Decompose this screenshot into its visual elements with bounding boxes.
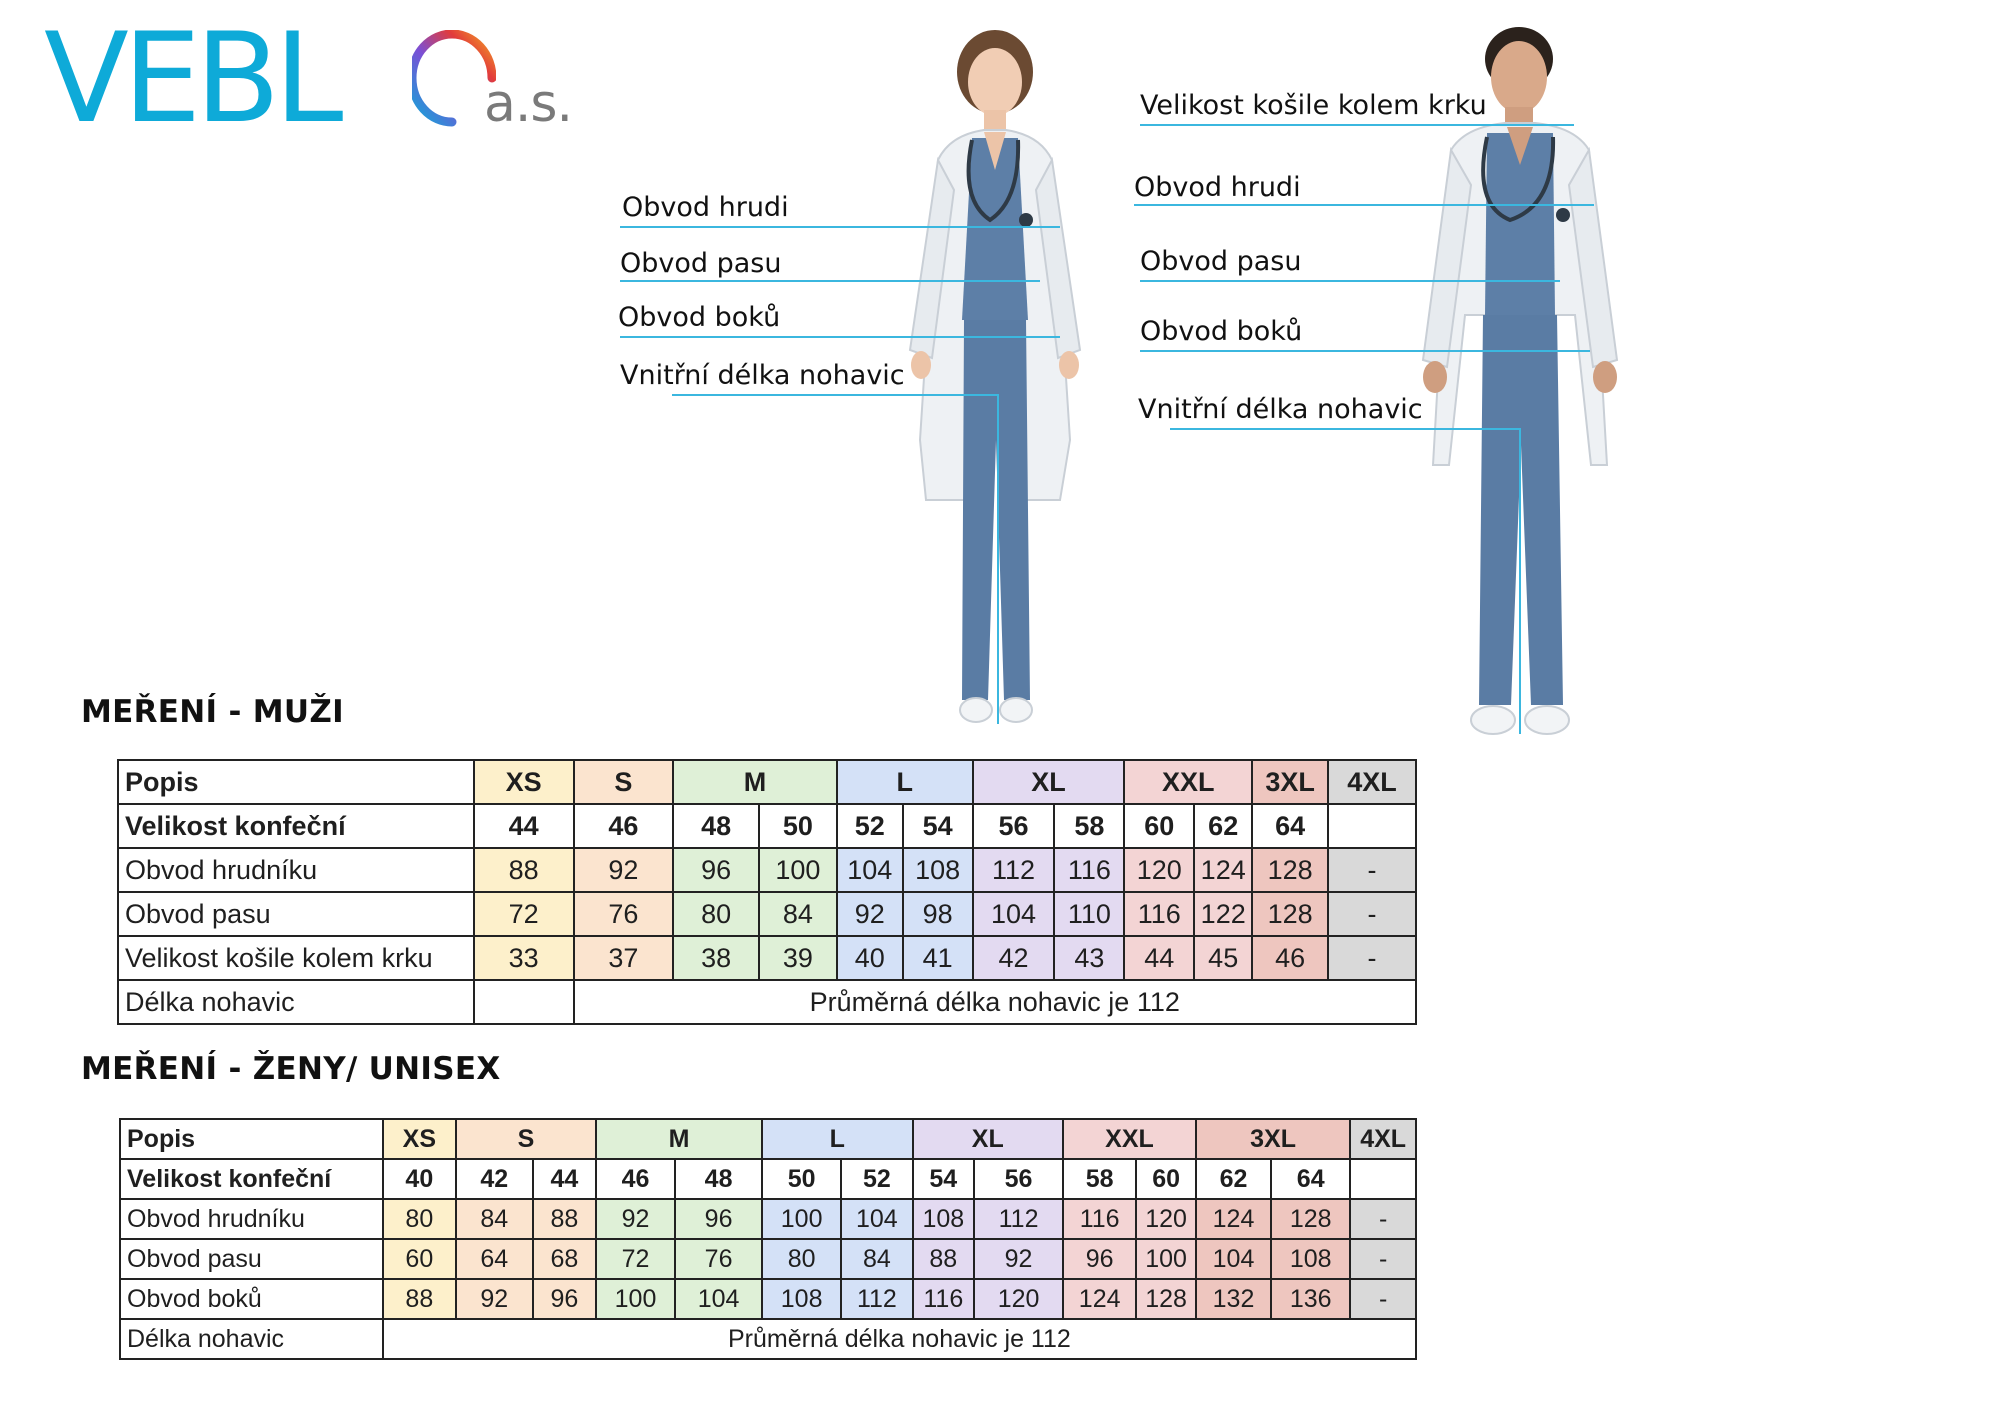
- logo-suffix: a.s.: [484, 74, 573, 134]
- table-cell: 104: [841, 1199, 912, 1239]
- table-cell: 43: [1054, 936, 1124, 980]
- man-callout-waist: Obvod pasu: [1140, 246, 1302, 277]
- table-cell: -: [1328, 892, 1416, 936]
- table-cell: 64: [456, 1239, 533, 1279]
- table-cell: 104: [837, 848, 903, 892]
- table-cell: 80: [383, 1199, 456, 1239]
- table-cell: 60: [383, 1239, 456, 1279]
- size-m: M: [673, 760, 837, 804]
- table-cell: 58: [1054, 804, 1124, 848]
- man-inseam-vertical-line: [1519, 428, 1521, 734]
- table-cell: 62: [1196, 1159, 1271, 1199]
- size-xs: XS: [474, 760, 574, 804]
- table-cell: 60: [1124, 804, 1194, 848]
- table-cell: 128: [1136, 1279, 1196, 1319]
- table-cell: 112: [841, 1279, 912, 1319]
- table-cell: 37: [574, 936, 674, 980]
- table-cell: 122: [1194, 892, 1252, 936]
- table-cell: 92: [574, 848, 674, 892]
- table-cell: 88: [533, 1199, 596, 1239]
- table-cell: 88: [383, 1279, 456, 1319]
- table-cell: 40: [837, 936, 903, 980]
- table-cell: 108: [762, 1279, 841, 1319]
- woman-callout-waist-line: [620, 280, 1040, 282]
- woman-callout-inseam: Vnitřní délka nohavic: [620, 360, 905, 391]
- table-cell: [1328, 804, 1416, 848]
- table-cell: 116: [1124, 892, 1194, 936]
- table-cell: 92: [596, 1199, 675, 1239]
- table-header-row: [118, 760, 1416, 804]
- table-cell: 124: [1063, 1279, 1136, 1319]
- table-cell: 120: [974, 1279, 1063, 1319]
- table-cell: -: [1328, 936, 1416, 980]
- size-l: L: [837, 760, 973, 804]
- table-row: [120, 1319, 1416, 1359]
- table-cell: 56: [974, 1159, 1063, 1199]
- table-cell: 124: [1194, 848, 1252, 892]
- table-cell: 104: [1196, 1239, 1271, 1279]
- table-cell: 50: [762, 1159, 841, 1199]
- table-cell: 98: [903, 892, 973, 936]
- table-cell: 44: [1124, 936, 1194, 980]
- table-cell: 92: [837, 892, 903, 936]
- logo-wordmark: VEBL: [44, 7, 338, 151]
- size-4xl: 4XL: [1328, 760, 1416, 804]
- row-label: Obvod hrudníku: [120, 1199, 383, 1239]
- row-label: Délka nohavic: [118, 980, 474, 1024]
- table-row: [118, 980, 1416, 1024]
- size-4xl: 4XL: [1350, 1119, 1416, 1159]
- table-cell: 44: [533, 1159, 596, 1199]
- table-cell: 128: [1271, 1199, 1350, 1239]
- man-callout-inseam: Vnitřní délka nohavic: [1138, 394, 1423, 425]
- table-cell: 128: [1252, 848, 1328, 892]
- table-cell: 40: [383, 1159, 456, 1199]
- header-label: Popis: [118, 760, 474, 804]
- table-cell: 116: [1063, 1199, 1136, 1239]
- woman-callout-hips-line: [620, 336, 1060, 338]
- size-xxl: XXL: [1063, 1119, 1196, 1159]
- man-callout-chest-line: [1134, 204, 1594, 206]
- woman-callout-chest: Obvod hrudi: [622, 192, 789, 223]
- length-note: Průměrná délka nohavic je 112: [574, 980, 1416, 1024]
- table-cell: 104: [973, 892, 1055, 936]
- table-cell: 46: [596, 1159, 675, 1199]
- table-cell: 46: [1252, 936, 1328, 980]
- table-cell: 33: [474, 936, 574, 980]
- man-callout-collar-line: [1140, 124, 1574, 126]
- table-cell: -: [1350, 1279, 1416, 1319]
- table-cell: -: [1328, 848, 1416, 892]
- table-cell: 45: [1194, 936, 1252, 980]
- table-row: [120, 1199, 1416, 1239]
- table-row: [120, 1159, 1416, 1199]
- row-label: Obvod boků: [120, 1279, 383, 1319]
- size-s: S: [456, 1119, 596, 1159]
- table-cell: 41: [903, 936, 973, 980]
- table-cell: 58: [1063, 1159, 1136, 1199]
- woman-doctor-figure: [880, 20, 1110, 740]
- table-cell: 96: [533, 1279, 596, 1319]
- table-cell: 120: [1136, 1199, 1196, 1239]
- table-cell: 68: [533, 1239, 596, 1279]
- table-cell: 62: [1194, 804, 1252, 848]
- man-callout-waist-line: [1140, 280, 1560, 282]
- row-label: Délka nohavic: [120, 1319, 383, 1359]
- table-row: [120, 1279, 1416, 1319]
- men-section-title: MEŘENÍ - MUŽI: [81, 694, 344, 730]
- table-cell: 44: [474, 804, 574, 848]
- table-row: [118, 804, 1416, 848]
- table-cell: 100: [762, 1199, 841, 1239]
- table-cell: 76: [675, 1239, 762, 1279]
- man-callout-chest: Obvod hrudi: [1134, 172, 1301, 203]
- table-cell: 50: [759, 804, 837, 848]
- table-row: [118, 892, 1416, 936]
- men-size-table: [117, 759, 1417, 1025]
- header-label: Popis: [120, 1119, 383, 1159]
- table-cell: 84: [759, 892, 837, 936]
- woman-callout-waist: Obvod pasu: [620, 248, 782, 279]
- table-cell: 92: [974, 1239, 1063, 1279]
- table-cell: 80: [673, 892, 759, 936]
- table-cell: 72: [596, 1239, 675, 1279]
- table-cell-empty: [474, 980, 574, 1024]
- table-cell: 96: [1063, 1239, 1136, 1279]
- table-cell: 52: [837, 804, 903, 848]
- size-xl: XL: [973, 760, 1125, 804]
- table-cell: 108: [1271, 1239, 1350, 1279]
- size-xl: XL: [913, 1119, 1063, 1159]
- table-cell: 112: [974, 1199, 1063, 1239]
- table-cell: 96: [673, 848, 759, 892]
- table-cell: 104: [675, 1279, 762, 1319]
- table-cell: 52: [841, 1159, 912, 1199]
- table-cell: 120: [1124, 848, 1194, 892]
- man-callout-hips: Obvod boků: [1140, 316, 1303, 347]
- table-cell: 116: [913, 1279, 975, 1319]
- size-l: L: [762, 1119, 912, 1159]
- table-cell: 132: [1196, 1279, 1271, 1319]
- table-cell: 108: [903, 848, 973, 892]
- row-label: Obvod hrudníku: [118, 848, 474, 892]
- table-cell: 48: [675, 1159, 762, 1199]
- man-callout-inseam-line: [1170, 428, 1520, 430]
- table-cell: 84: [841, 1239, 912, 1279]
- table-cell: 96: [675, 1199, 762, 1239]
- size-s: S: [574, 760, 674, 804]
- table-cell: 112: [973, 848, 1055, 892]
- man-callout-hips-line: [1140, 350, 1590, 352]
- table-cell: 76: [574, 892, 674, 936]
- table-cell: 64: [1252, 804, 1328, 848]
- woman-inseam-vertical-line: [997, 394, 999, 724]
- size-m: M: [596, 1119, 762, 1159]
- woman-callout-inseam-line: [672, 394, 998, 396]
- table-cell: 124: [1196, 1199, 1271, 1239]
- woman-callout-hips: Obvod boků: [618, 302, 781, 333]
- table-cell: 54: [903, 804, 973, 848]
- row-label: Velikost košile kolem krku: [118, 936, 474, 980]
- table-cell: 108: [913, 1199, 975, 1239]
- table-cell: 54: [913, 1159, 975, 1199]
- table-row: [120, 1239, 1416, 1279]
- table-cell: 136: [1271, 1279, 1350, 1319]
- table-cell: 42: [973, 936, 1055, 980]
- size-xxl: XXL: [1124, 760, 1252, 804]
- table-cell: 48: [673, 804, 759, 848]
- table-cell: 92: [456, 1279, 533, 1319]
- table-cell: 80: [762, 1239, 841, 1279]
- table-cell: 60: [1136, 1159, 1196, 1199]
- size-xs: XS: [383, 1119, 456, 1159]
- table-row: [118, 936, 1416, 980]
- table-cell: 100: [759, 848, 837, 892]
- table-cell: 72: [474, 892, 574, 936]
- table-row: [118, 848, 1416, 892]
- women-size-table: [119, 1118, 1417, 1360]
- row-label: Velikost konfeční: [120, 1159, 383, 1199]
- table-header-row: [120, 1119, 1416, 1159]
- women-section-title: MEŘENÍ - ŽENY/ UNISEX: [81, 1051, 501, 1087]
- table-cell: 100: [596, 1279, 675, 1319]
- row-label: Obvod pasu: [118, 892, 474, 936]
- table-cell: 128: [1252, 892, 1328, 936]
- table-cell: [1350, 1159, 1416, 1199]
- man-callout-collar: Velikost košile kolem krku: [1140, 90, 1487, 121]
- table-cell: 116: [1054, 848, 1124, 892]
- table-cell: 46: [574, 804, 674, 848]
- table-cell: -: [1350, 1199, 1416, 1239]
- size-3xl: 3XL: [1196, 1119, 1350, 1159]
- table-cell: 110: [1054, 892, 1124, 936]
- length-note: Průměrná délka nohavic je 112: [383, 1319, 1416, 1359]
- company-logo: [44, 7, 573, 151]
- table-cell: 39: [759, 936, 837, 980]
- table-cell: -: [1350, 1239, 1416, 1279]
- table-cell: 88: [913, 1239, 975, 1279]
- table-cell: 42: [456, 1159, 533, 1199]
- table-cell: 38: [673, 936, 759, 980]
- row-label: Obvod pasu: [120, 1239, 383, 1279]
- row-label: Velikost konfeční: [118, 804, 474, 848]
- woman-callout-chest-line: [620, 226, 1060, 228]
- table-cell: 64: [1271, 1159, 1350, 1199]
- table-cell: 88: [474, 848, 574, 892]
- table-cell: 84: [456, 1199, 533, 1239]
- table-cell: 56: [973, 804, 1055, 848]
- table-cell: 100: [1136, 1239, 1196, 1279]
- size-3xl: 3XL: [1252, 760, 1328, 804]
